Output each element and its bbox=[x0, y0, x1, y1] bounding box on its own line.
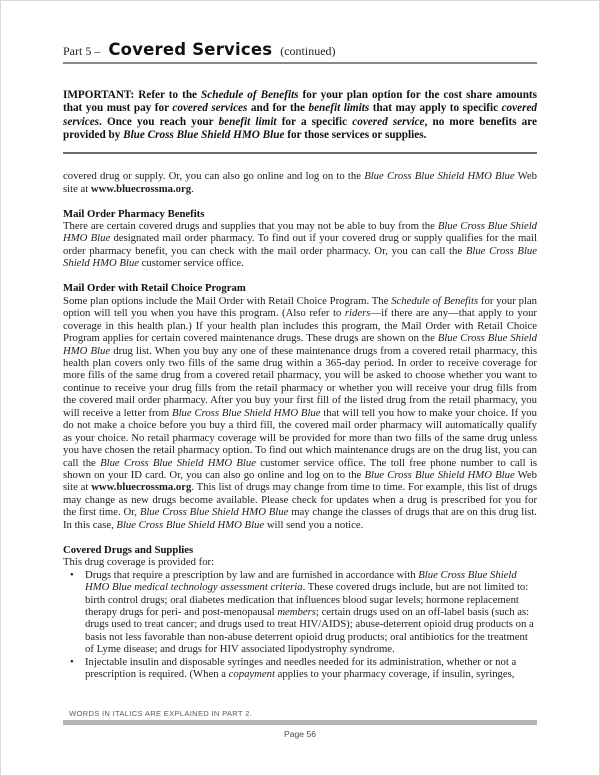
important-notice: IMPORTANT: Refer to the Schedule of Benefits for your plan option for the cost share amounts that you must pay for covered services and for the benefit limits that may apply to specific covered services. Once you reach your benefit limit for a specific covered service, no more benefits are provided by Blue Cross Blue Shield HMO Blue for those services or supplies. bbox=[63, 89, 538, 141]
footer-italics-note: WORDS IN ITALICS ARE EXPLAINED IN PART 2. bbox=[69, 709, 253, 718]
continued-label: (continued) bbox=[277, 44, 336, 58]
covered-drugs-bullet-list bbox=[63, 569, 537, 681]
part-label: Part 5 – bbox=[63, 44, 104, 58]
bullet-item-injectable-insulin: • Injectable insulin and disposable syringes and needles needed for its administration, whether or not a prescription is required. (When a copayment applies to your pharmacy coverage, if insulin, syringes, bbox=[63, 656, 537, 681]
paragraph-intro: covered drug or supply. Or, you can also go online and log on to the Blue Cross Blue Shield HMO Blue Web site at www.bluecrossma.org. bbox=[63, 170, 537, 195]
page-footer bbox=[63, 709, 537, 739]
important-rule bbox=[63, 152, 537, 154]
section-heading-mail-order-retail-choice: Mail Order with Retail Choice Program bbox=[63, 282, 246, 295]
page-number: Page 56 bbox=[283, 729, 317, 739]
section-heading-covered-drugs-supplies: Covered Drugs and Supplies bbox=[63, 543, 194, 556]
covered-drugs-lead: This drug coverage is provided for: bbox=[63, 556, 215, 569]
page-header bbox=[63, 40, 537, 59]
bullet-item-prescription-drugs: • Drugs that require a prescription by law and are furnished in accordance with Blue Cross Blue Shield HMO Blue medical technology assessment criteria. These covered drugs include, but are not limited to: birth control drugs; oral diabetes medication that influences blood sugar levels; hormone replacement therapy drugs for peri- and post-menopausal members; certain drugs used on an off-label basis (such as: drugs used to treat cancer; and drugs used to treat HIV/AIDS); abuse-deterrent opioid drug products on a basis not less favorable than non-abuse deterrent opioid drug products; oral antibiotics for the treatment of Lyme disease; and drugs for HIV associated lipodystrophy syndrome. bbox=[63, 569, 537, 656]
footer-divider-bar bbox=[63, 720, 537, 725]
section-heading-mail-order-pharmacy-benefits: Mail Order Pharmacy Benefits bbox=[63, 207, 205, 220]
paragraph-mail-order-retail-choice: Some plan options include the Mail Order with Retail Choice Program. The Schedule of Benefits for your plan option will tell you when you have this program. (Also refer to riders—if there are any—that apply to your coverage in this health plan.) If your health plan includes this program, the Mail Order with Retail Choice Program applies for certain covered maintenance drugs. These drugs are shown on the Blue Cross Blue Shield HMO Blue drug list. When you buy any one of these maintenance drugs from a covered retail pharmacy, this health plan covers only two fills of the same drug within a 365-day period. In order to receive coverage for more fills of the same drug from a covered retail pharmacy, you will be asked to choose whether you want to continue to receive your drug fills from the retail pharmacy or whether you will receive your drug fills from the covered mail order pharmacy. After you buy your first fill of the listed drug from the retail pharmacy, you will receive a letter from Blue Cross Blue Shield HMO Blue that will tell you how to make your choice. If you do not make a choice before you buy a third fill, the covered mail order pharmacy will automatically qualify as your choice. No retail pharmacy coverage will be provided for more than two fills of the same drug unless you have chosen the retail pharmacy option. To find out which maintenance drugs are on the drug list, you can call the Blue Cross Blue Shield HMO Blue customer service office. The toll free phone number to call is shown on your ID card. Or, you can also go online and log on to the Blue Cross Blue Shield HMO Blue Web site at www.bluecrossma.org. This list of drugs may change from time to time. For example, this list of drugs may change as new drugs become available. Please check for updates when a drug is prescribed for you for the first time. Or, Blue Cross Blue Shield HMO Blue may change the classes of drugs that are on this drug list. In this case, Blue Cross Blue Shield HMO Blue will send you a notice. bbox=[63, 294, 538, 531]
page-title: Covered Services bbox=[108, 40, 273, 59]
header-rule bbox=[63, 62, 537, 64]
paragraph-mail-order-pharmacy-benefits: There are certain covered drugs and supplies that you may not be able to buy from the Blue Cross Blue Shield HMO Blue designated mail order pharmacy. To find out if your covered drug or supply qualifies for the mail order pharmacy benefit, you can check with the mail order pharmacy. Or, you can call the Blue Cross Blue Shield HMO Blue customer service office. bbox=[63, 219, 538, 270]
